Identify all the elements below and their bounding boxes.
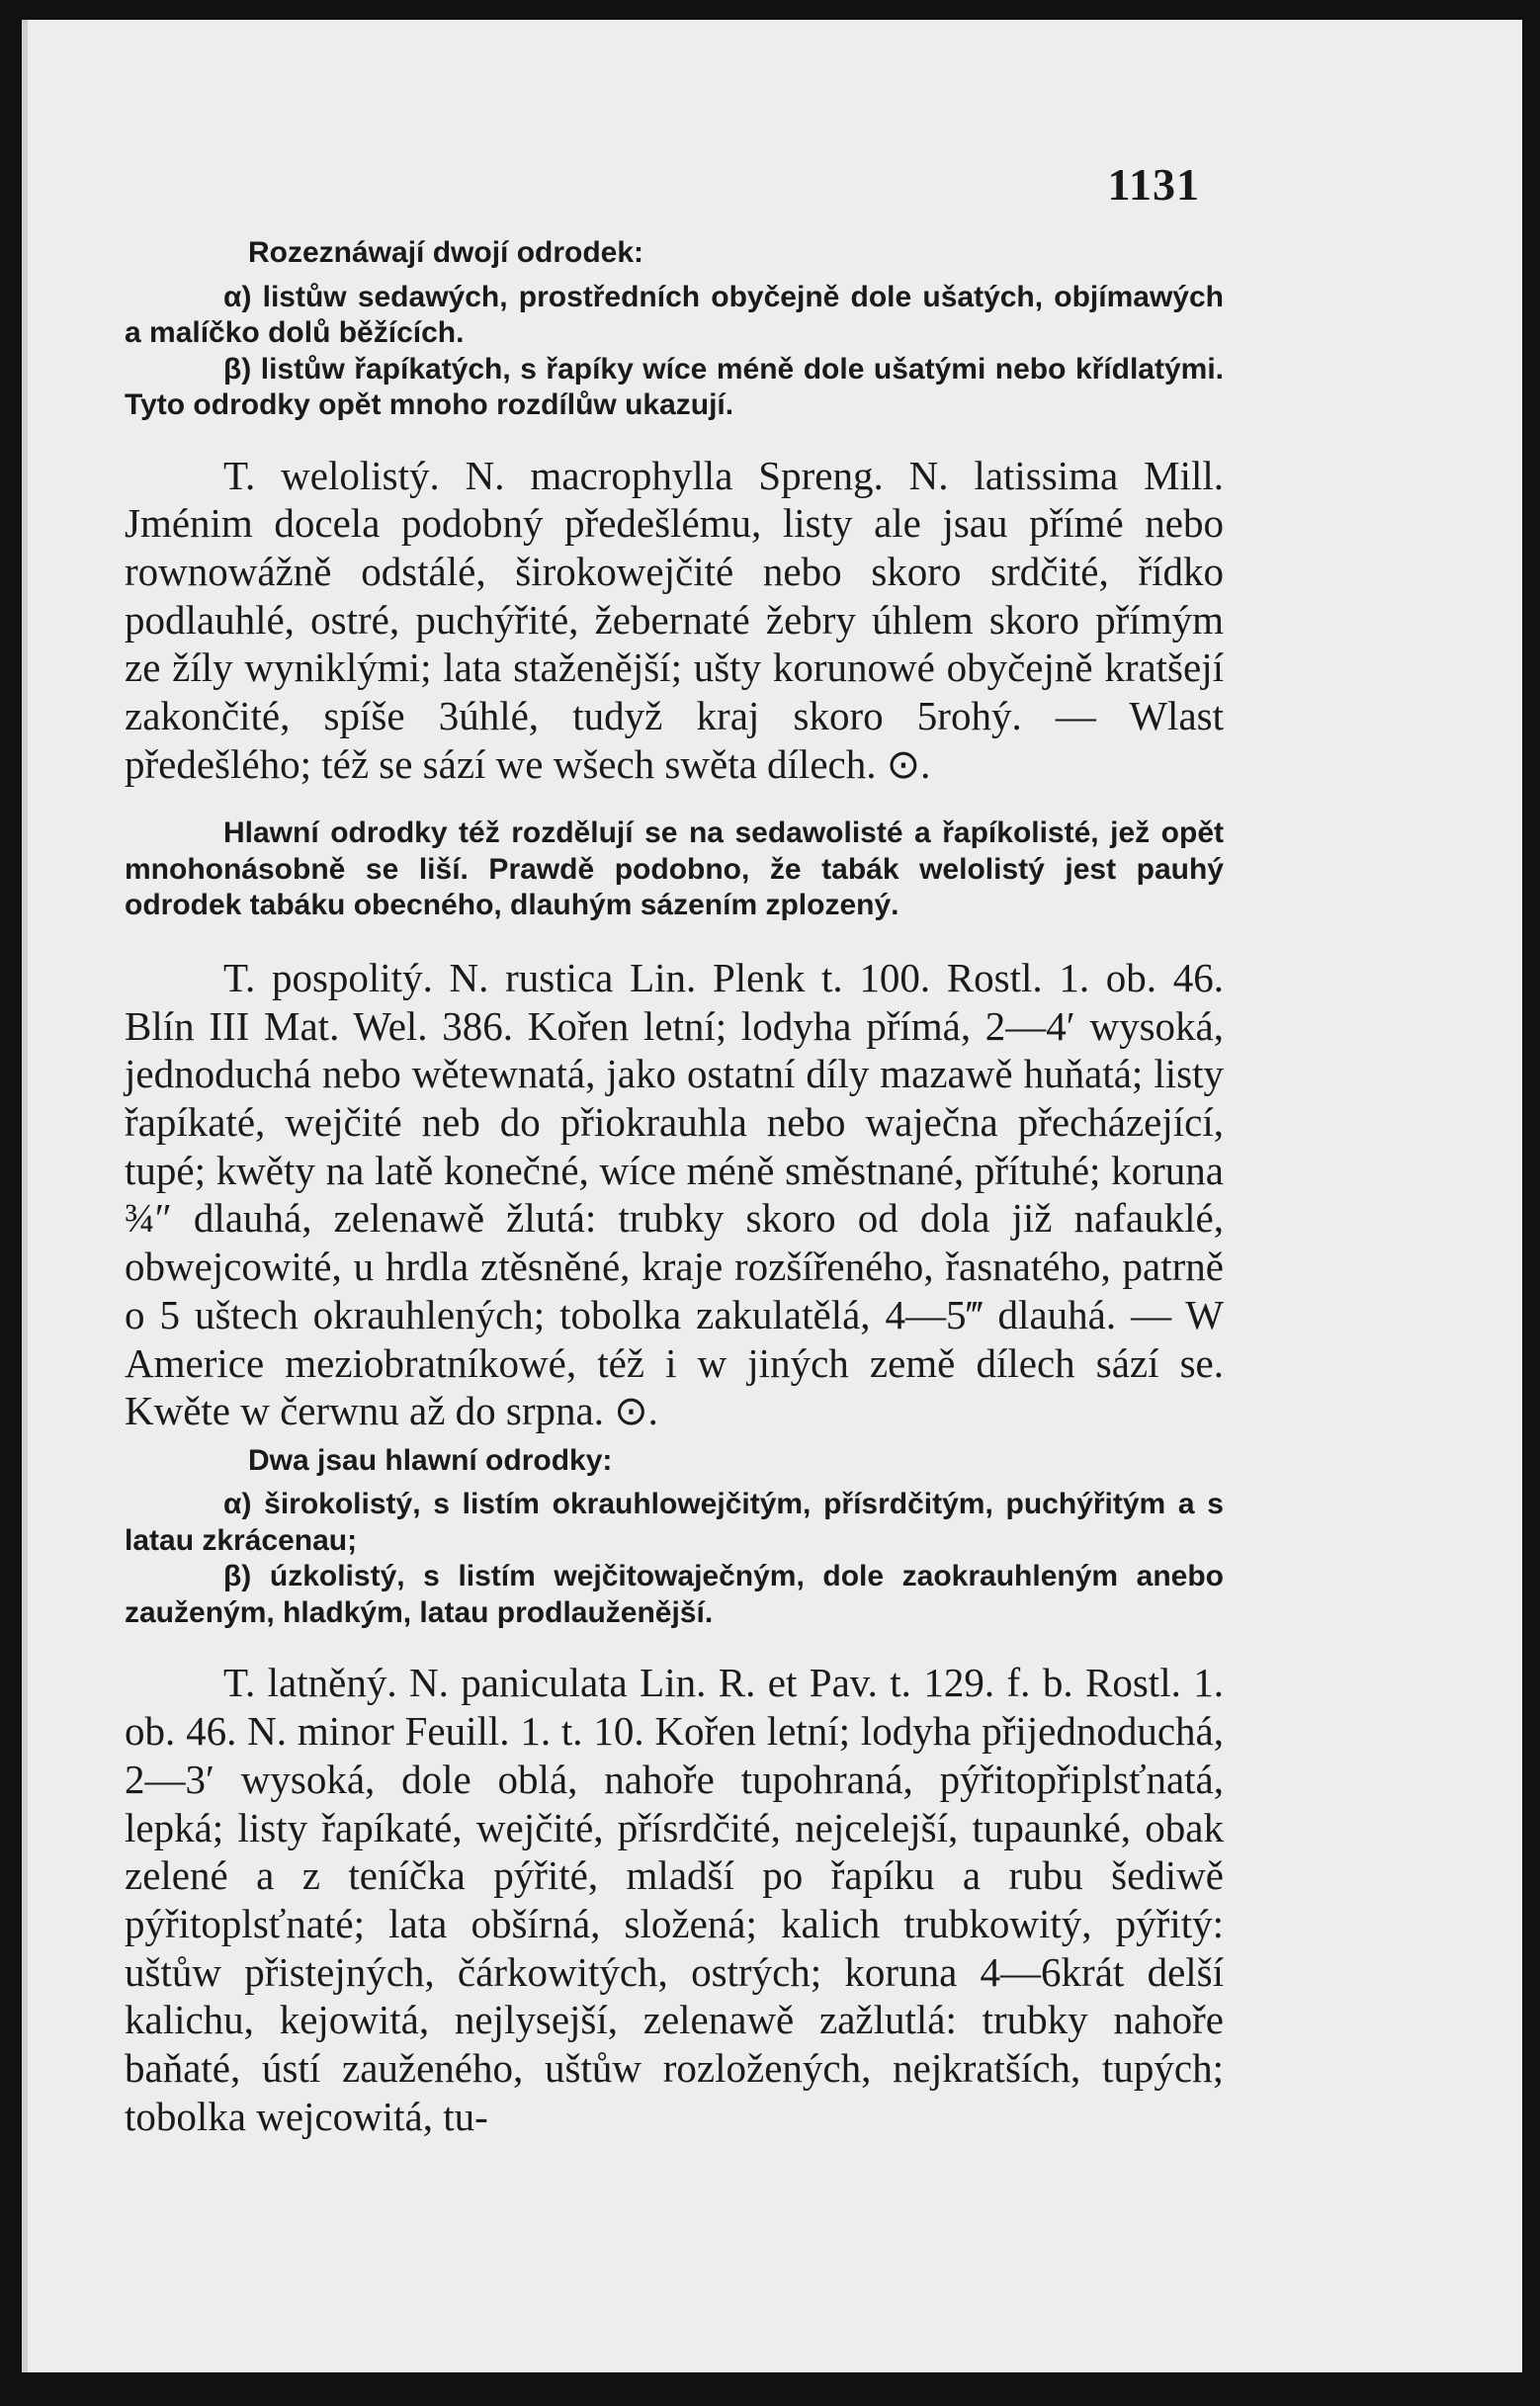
page-number: 1131 [1107,159,1200,210]
species-entry-latneny: T. latněný. N. paniculata Lin. R. et Pav. t. 129. f. b. Rostl. 1. ob. 46. N. minor Feuill. 1. t. 10. Kořen letní; lodyha přijednoduchá, 2—3′ wysoká, dole oblá, nahoře tupohraná, pýřitopřiplsťnatá, lepká; listy řapíkaté, wejčité, přísrdčité, nejcelejší, tupaunké, obak zelené a z teníčka pýřité, mladší po řapíku a rubu šediwě pýřitoplsťnaté; lata obšírná, složená; kalich trubkowitý, pýřitý: uštůw přistejných, čárkowitých, ostrých; koruna 4—6krát delší kalichu, kejowitá, nejlysejší, zelenawě zažlutlá: trubky nahoře baňaté, ústí zauženého, uštůw rozložených, nejkratších, tupých; tobolka wejcowitá, tu- [125,1660,1224,2139]
variety-beta-paragraph: β) listůw řapíkatých, s řapíky wíce méně dole ušatými nebo křídlatými. Tyto odrodky opět mnoho rozdílůw ukazují. [125,352,1224,421]
species-entry-welolisty: T. welolistý. N. macrophylla Spreng. N. latissima Mill. Jménim docela podobný předešlému, listy ale jsau přímé nebo rownowážně odstálé, širokowejčité nebo skoro srdčité, řídko podlauhlé, ostré, puchýřité, žebernaté žebry úhlem skoro přímým ze žíly wyniklými; lata staženější; ušty korunowé obyčejně kratšejí zakončité, spíše 3úhlé, tudyž kraj skoro 5rohý. — Wlast předešlého; též se sází we wšech swěta dílech. ⊙. [125,452,1224,787]
page-content [125,235,1224,2140]
book-page [22,20,1522,2372]
intro-heading: Rozeznáwají dwojí odrodek: [248,236,644,269]
pospolity-variety-beta: β) úzkolistý, s listím wejčitowaječným, dole zaokrauhleným anebo zauženým, hladkým, latau prodlauženější. [125,1560,1224,1629]
note-welolisty: Hlawní odrodky též rozdělují se na sedawolisté a řapíkolisté, jež opět mnohonásobně se liší. Prawdě podobno, že tabák welolistý jest pauhý odrodek tabáku obecného, dlauhým sázením zplozený. [125,816,1224,922]
pospolity-varieties-heading: Dwa jsau hlawní odrodky: [248,1443,613,1477]
species-entry-pospolity: T. pospolitý. N. rustica Lin. Plenk t. 100. Rostl. 1. ob. 46. Blín III Mat. Wel. 386. Kořen letní; lodyha přímá, 2—4′ wysoká, jednoduchá nebo wětewnatá, jako ostatní díly mazawě huňatá; listy řapíkaté, wejčité neb do přiokrauhla nebo waječna přecházející, tupé; kwěty na latě konečné, wíce méně směstnané, přítuhé; koruna ¾″ dlauhá, zelenawě žlutá: trubky skoro od dola již nafauklé, obwejcowité, u hrdla ztěsněné, kraje rozšířeného, řasnatého, patrně o 5 uštech okrauhlených; tobolka zakulatělá, 4—5‴ dlauhá. — W Americe meziobratníkowé, též i w jiných země dílech sází se. Kwěte w čerwnu až do srpna. ⊙. [125,954,1224,1434]
variety-alpha-paragraph: α) listůw sedawých, prostředních obyčejně dole ušatých, objímawých a malíčko dolů běžících. [125,280,1224,349]
pospolity-variety-alpha: α) širokolistý, s listím okrauhlowejčitým, přísrdčitým, puchýřitým a s latau zkrácenau; [125,1488,1224,1557]
